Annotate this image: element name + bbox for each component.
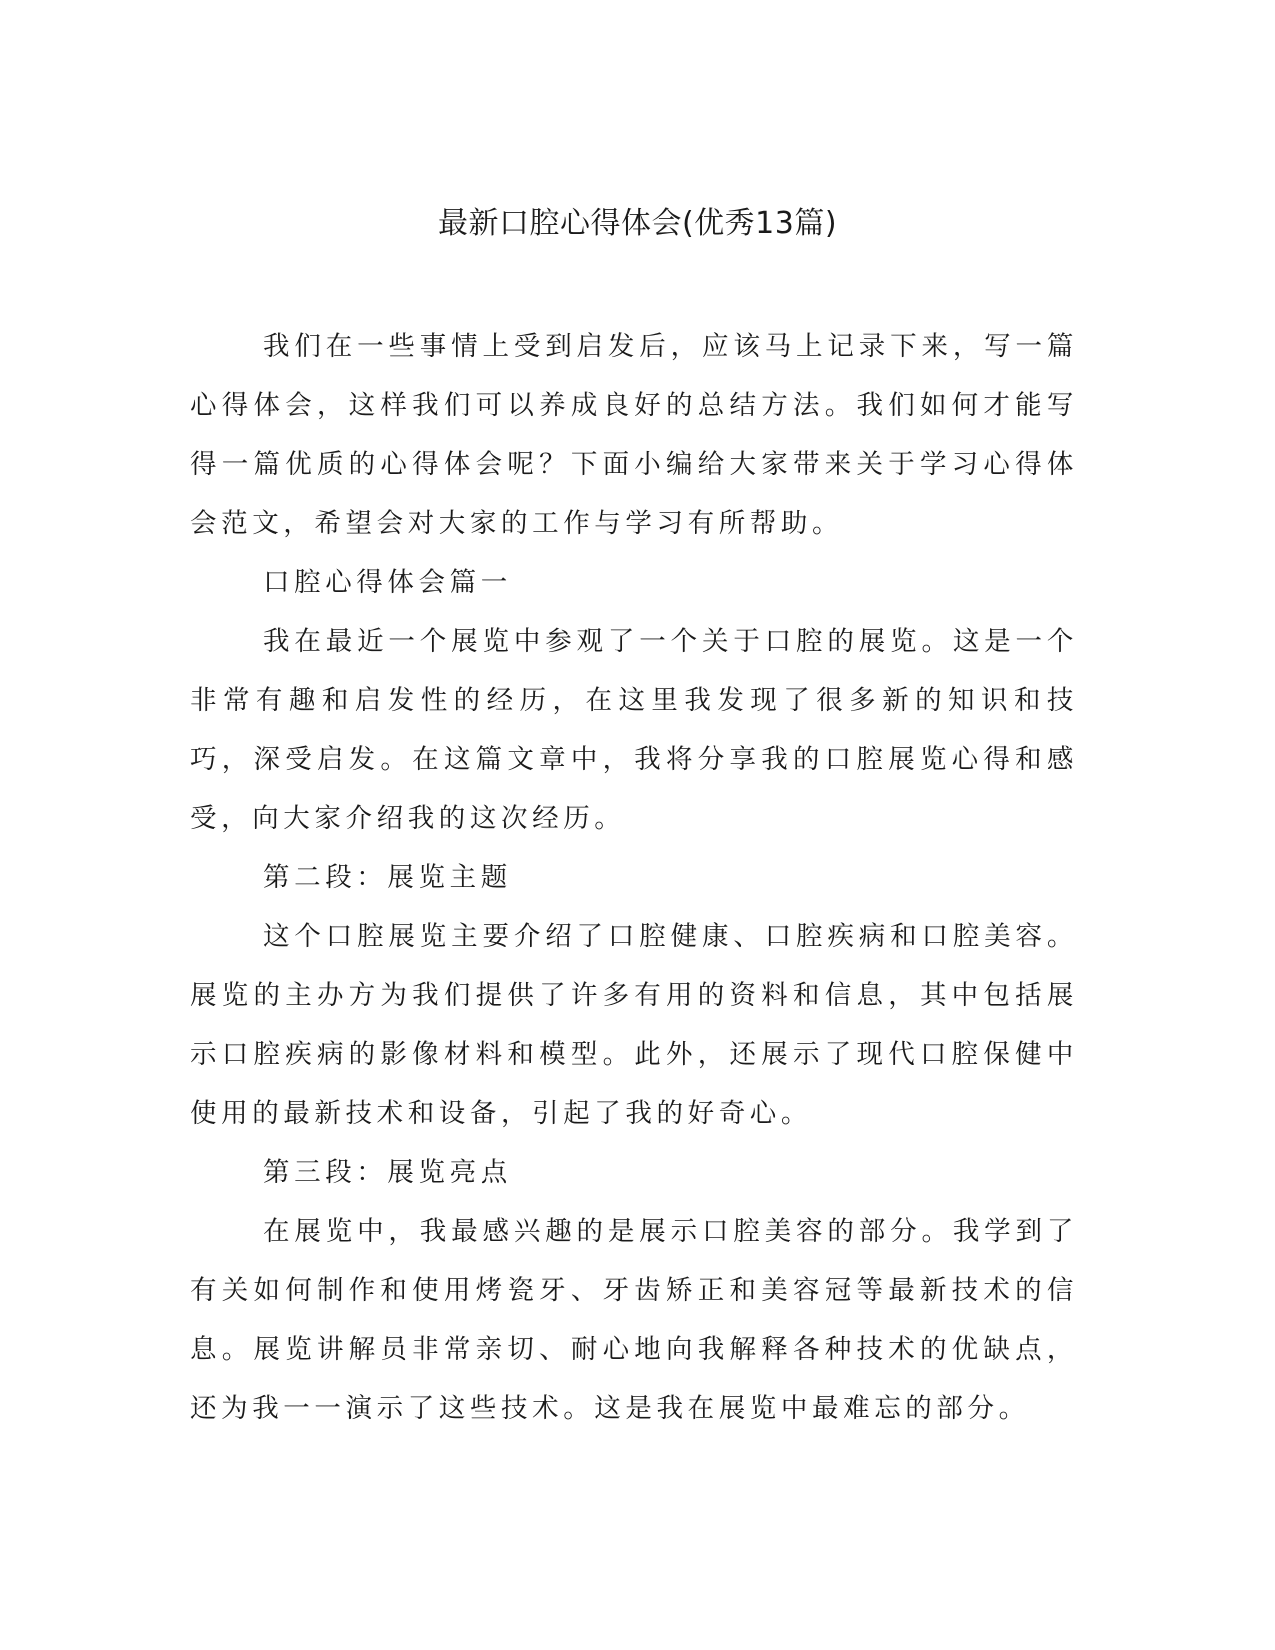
body-paragraph-theme: 这个口腔展览主要介绍了口腔健康、口腔疾病和口腔美容。展览的主办方为我们提供了许多有用的资料和信息，其中包括展示口腔疾病的影像材料和模型。此外，还展示了现代口腔保健中使用的最新技术和设备，引起了我的好奇心。: [190, 921, 1078, 1129]
document-body: [190, 317, 1078, 1438]
intro-paragraph: 我们在一些事情上受到启发后，应该马上记录下来，写一篇心得体会，这样我们可以养成良好的总结方法。我们如何才能写得一篇优质的心得体会呢？下面小编给大家带来关于学习心得体会范文，希望会对大家的工作与学习有所帮助。: [190, 331, 1078, 539]
body-paragraph-exhibition-intro: 我在最近一个展览中参观了一个关于口腔的展览。这是一个非常有趣和启发性的经历，在这里我发现了很多新的知识和技巧，深受启发。在这篇文章中，我将分享我的口腔展览心得和感受，向大家介绍我的这次经历。: [190, 626, 1078, 834]
section-heading-highlights: 第三段：展览亮点: [263, 1157, 512, 1188]
document-title: 最新口腔心得体会(优秀13篇): [437, 206, 838, 241]
section-heading-theme: 第二段：展览主题: [263, 862, 512, 893]
section-heading-part-one: 口腔心得体会篇一: [263, 567, 512, 598]
body-paragraph-highlights: 在展览中，我最感兴趣的是展示口腔美容的部分。我学到了有关如何制作和使用烤瓷牙、牙齿矫正和美容冠等最新技术的信息。展览讲解员非常亲切、耐心地向我解释各种技术的优缺点，还为我一一演示了这些技术。这是我在展览中最难忘的部分。: [190, 1216, 1078, 1424]
